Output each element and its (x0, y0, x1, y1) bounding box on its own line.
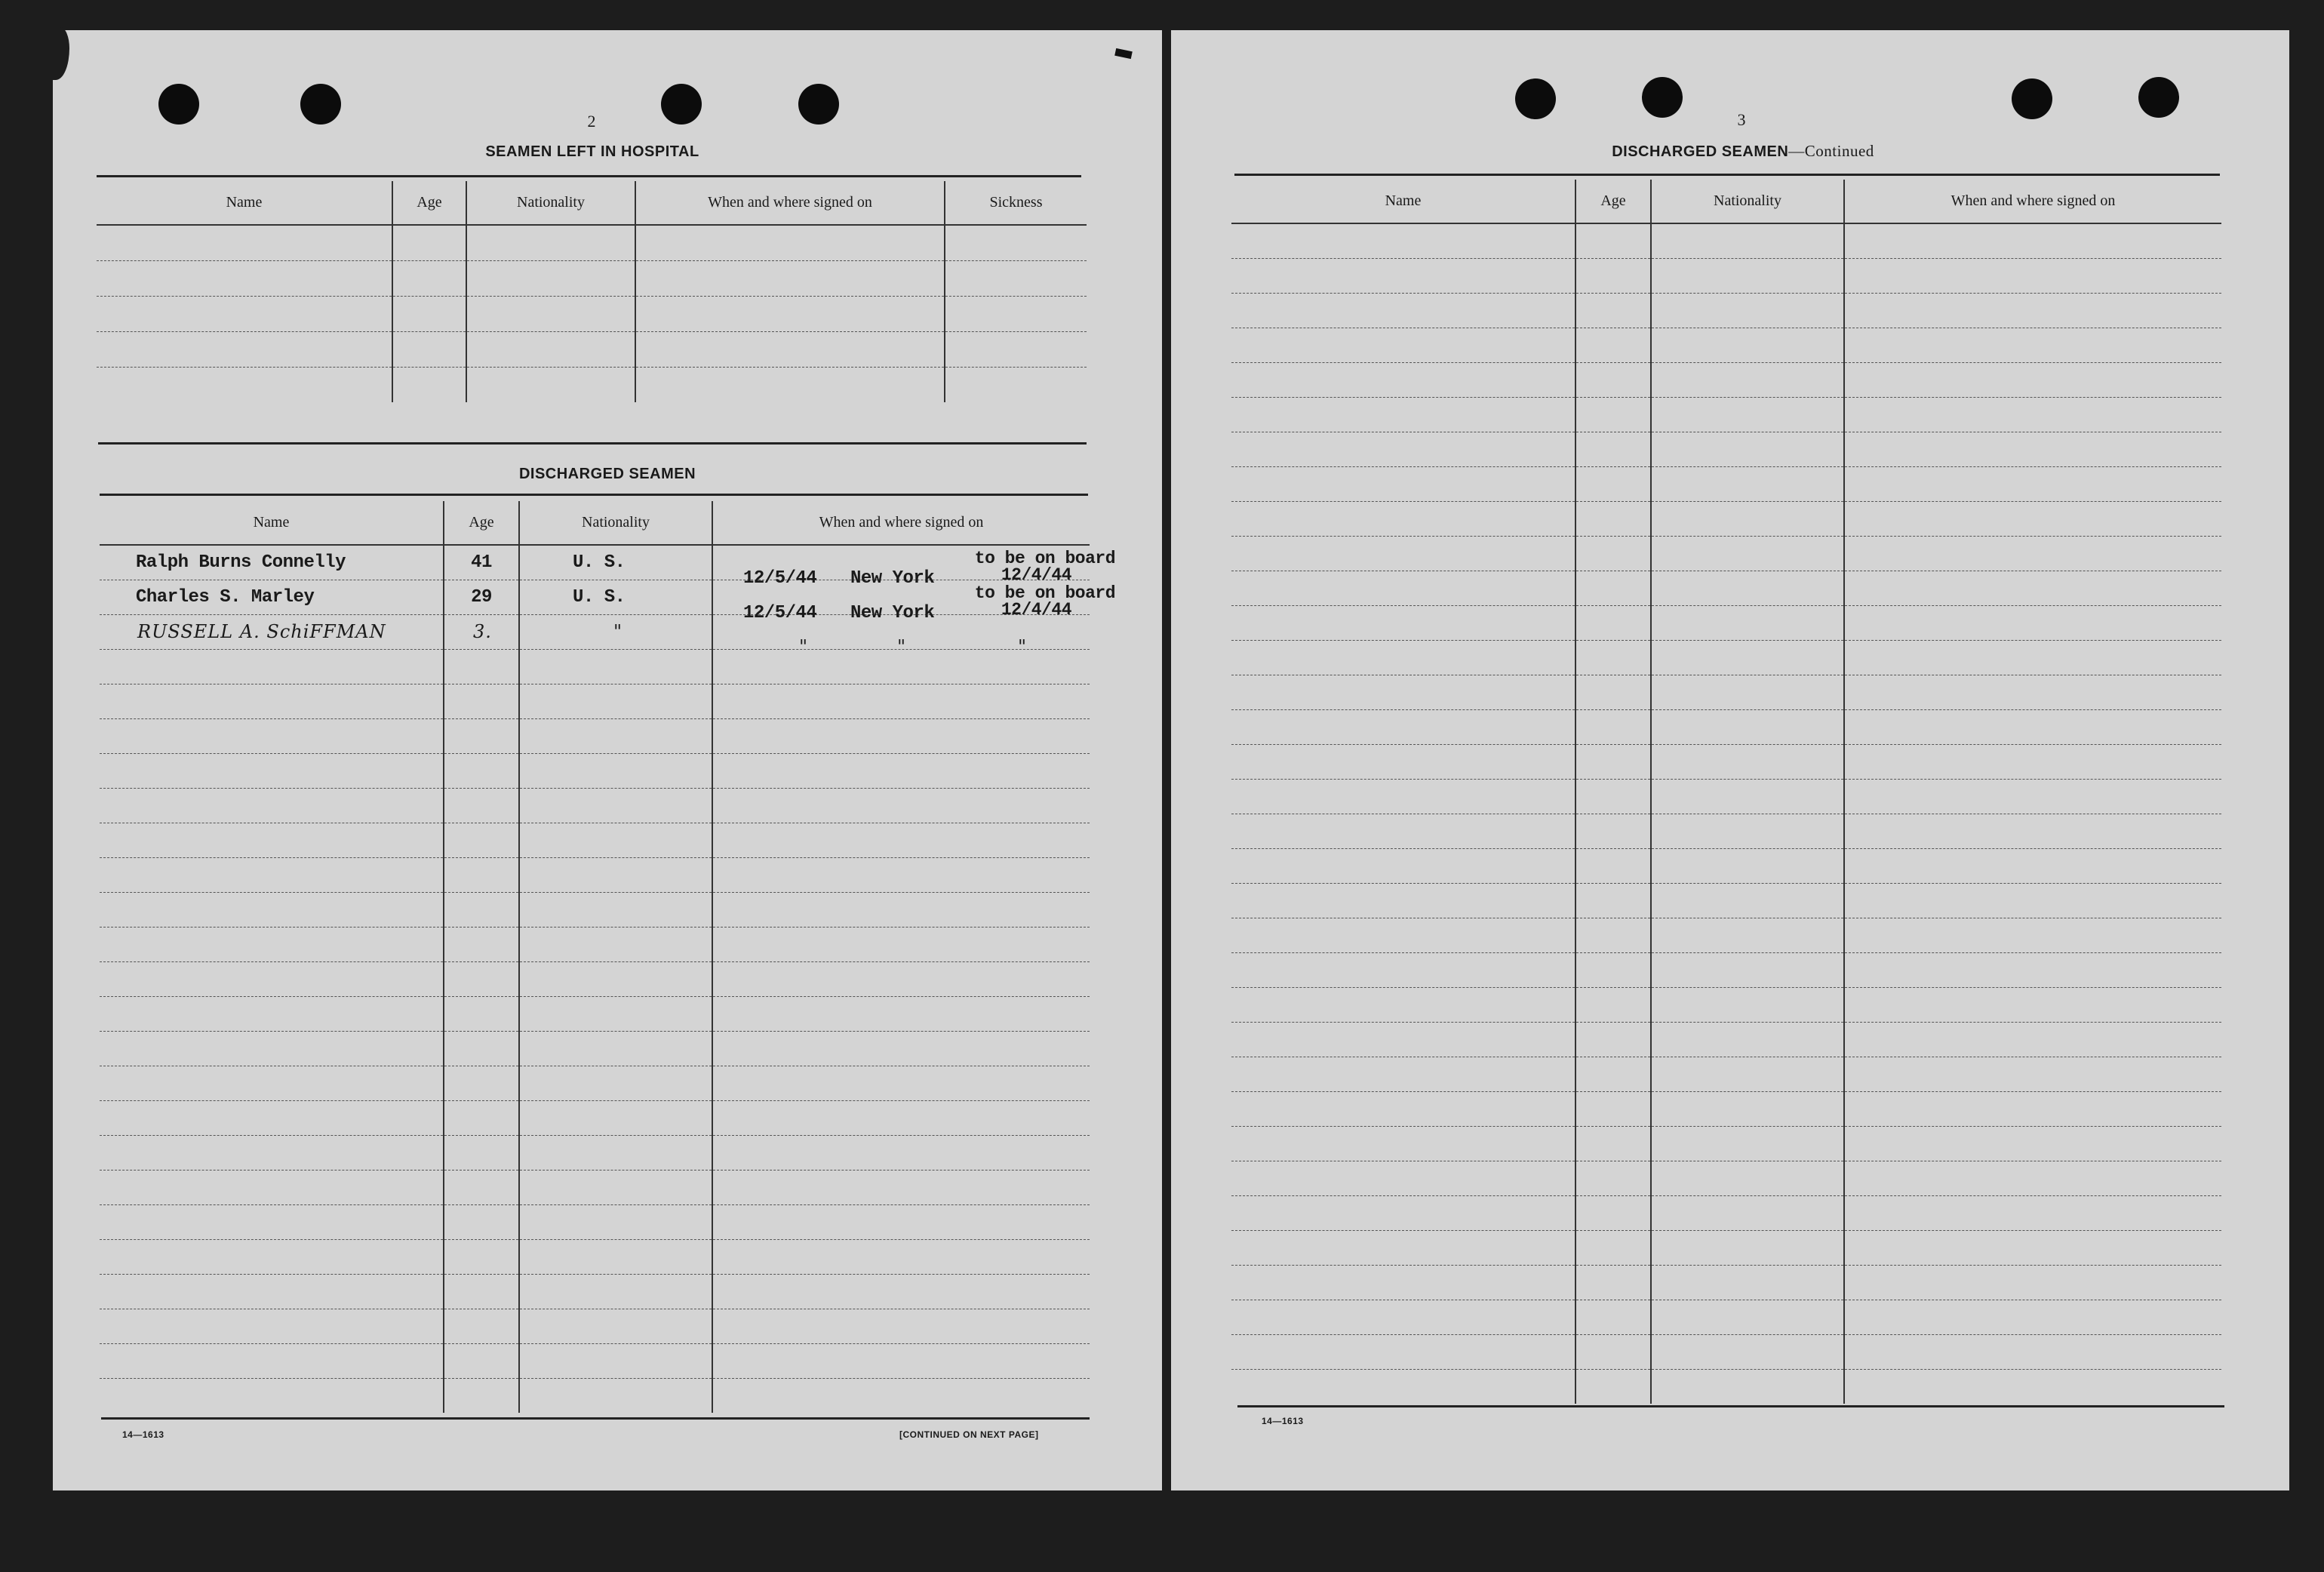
seaman-age: 41 (444, 545, 519, 580)
table-row (1231, 1300, 2221, 1334)
seaman-nationality: U. S. (519, 580, 712, 614)
table-row (1231, 1022, 2221, 1057)
continued-note: [CONTINUED ON NEXT PAGE] (899, 1429, 1039, 1440)
form-number: 14—1613 (122, 1429, 164, 1440)
discharged-table (100, 501, 1115, 1413)
table-row (100, 753, 1090, 788)
punch-hole (1642, 77, 1683, 118)
table-row (1231, 466, 2221, 501)
hospital-table (97, 181, 1087, 402)
board-note-date: " (1018, 636, 1028, 657)
punch-hole (661, 84, 702, 125)
table-row (100, 1170, 1090, 1204)
seaman-age: 29 (444, 580, 519, 614)
table-row (100, 961, 1090, 996)
table-row (1231, 605, 2221, 640)
table-row (100, 1066, 1090, 1100)
table-row (1231, 987, 2221, 1022)
table-row (100, 1100, 1090, 1135)
punch-hole (300, 84, 341, 125)
board-note (974, 549, 1115, 586)
table-row (100, 1274, 1090, 1309)
table-row (100, 1309, 1090, 1343)
table-row (97, 331, 1087, 367)
table-row (1231, 397, 2221, 432)
table-row (100, 649, 1090, 684)
punch-hole (1515, 78, 1556, 119)
seaman-nationality: U. S. (519, 545, 712, 580)
table-row (100, 1378, 1090, 1413)
table-row (97, 296, 1087, 331)
discharged-continued-table (1231, 180, 2221, 1404)
table-row (100, 1343, 1090, 1378)
signed-on-place: New York (850, 568, 935, 589)
table-row (1231, 952, 2221, 987)
board-note-date: 12/4/44 (1001, 600, 1071, 620)
table-row (1231, 848, 2221, 883)
rule (1237, 1405, 2224, 1407)
table-row (1231, 1369, 2221, 1404)
board-note-line: to be on board (974, 549, 1115, 569)
table-row (1231, 1334, 2221, 1369)
column-header-signed-on: When and where signed on (712, 501, 1090, 545)
column-header-name: Name (100, 501, 444, 545)
table-row (1231, 709, 2221, 744)
table-row (97, 367, 1087, 402)
punch-hole (798, 84, 839, 125)
table-row (97, 260, 1087, 296)
column-header-signed-on: When and where signed on (1844, 180, 2221, 223)
table-row (1231, 293, 2221, 328)
rule (101, 1417, 1090, 1420)
column-header-age: Age (444, 501, 519, 545)
board-note (975, 585, 1115, 618)
table-row (100, 1135, 1090, 1170)
table-row (97, 225, 1087, 260)
table-row (100, 1239, 1090, 1274)
signed-on-date: 12/5/44 (743, 603, 817, 623)
punch-hole (2138, 77, 2179, 118)
column-header-sickness: Sickness (945, 181, 1087, 225)
table-row (1231, 1265, 2221, 1300)
table-row (100, 996, 1090, 1031)
table-row (1231, 744, 2221, 779)
seaman-age: 3. (444, 614, 519, 649)
seaman-signed-on (712, 545, 1115, 589)
table-row (1231, 258, 2221, 293)
table-row (1231, 883, 2221, 918)
table-row (1231, 1195, 2221, 1230)
column-header-name: Name (97, 181, 392, 225)
table-row (1231, 1126, 2221, 1161)
table-row (1231, 640, 2221, 675)
column-header-age: Age (1575, 180, 1651, 223)
table-row (100, 823, 1090, 857)
column-header-nationality: Nationality (466, 181, 635, 225)
table-row (1231, 1057, 2221, 1091)
table-row (1231, 675, 2221, 709)
table-row (100, 545, 1090, 580)
column-header-age: Age (392, 181, 466, 225)
table-row (1231, 432, 2221, 466)
rule (100, 494, 1088, 496)
table-row (1231, 536, 2221, 571)
page-number: 3 (1737, 110, 1746, 129)
table-row (100, 857, 1090, 892)
signed-on-date: " (799, 636, 809, 657)
table-row (1231, 779, 2221, 814)
column-header-nationality: Nationality (519, 501, 712, 545)
punch-hole (158, 84, 199, 125)
table-row (100, 788, 1090, 823)
table-row (100, 684, 1090, 718)
rule (98, 442, 1087, 445)
table-row (1231, 223, 2221, 258)
table-row (100, 718, 1090, 753)
discharged-continued-heading (1539, 142, 1947, 161)
table-row (1231, 918, 2221, 952)
signed-on-date: 12/5/44 (743, 568, 817, 589)
column-header-signed-on: When and where signed on (635, 181, 945, 225)
form-number: 14—1613 (1262, 1416, 1304, 1426)
table-row (1231, 571, 2221, 605)
table-row (1231, 1230, 2221, 1265)
table-row (1231, 1161, 2221, 1195)
signed-on-place: " (897, 636, 907, 657)
punch-hole (2012, 78, 2052, 119)
hospital-heading: SEAMEN LEFT IN HOSPITAL (485, 143, 699, 160)
heading-continued: —Continued (1788, 142, 1874, 160)
board-note-date: 12/4/44 (1001, 565, 1071, 586)
table-row (100, 614, 1090, 649)
seaman-nationality: " (519, 614, 712, 649)
seaman-name: Charles S. Marley (100, 580, 444, 614)
seaman-name: RUSSELL A. SchiFFMAN (100, 614, 444, 649)
column-header-name: Name (1231, 180, 1575, 223)
table-row (100, 580, 1090, 614)
page-number: 2 (587, 112, 596, 131)
board-note-line: to be on board (974, 583, 1115, 603)
table-row (100, 1031, 1090, 1066)
table-row (100, 1204, 1090, 1239)
rule (97, 175, 1081, 177)
table-row (1231, 362, 2221, 397)
table-row (1231, 328, 2221, 362)
column-header-nationality: Nationality (1651, 180, 1844, 223)
table-row (100, 892, 1090, 927)
seaman-name: Ralph Burns Connelly (100, 545, 444, 580)
heading-main: DISCHARGED SEAMEN (1612, 143, 1789, 160)
table-row (1231, 1091, 2221, 1126)
table-row (1231, 814, 2221, 848)
table-row (1231, 501, 2221, 536)
table-row (100, 927, 1090, 961)
signed-on-place: New York (850, 603, 935, 623)
discharged-heading: DISCHARGED SEAMEN (518, 466, 696, 482)
rule (1234, 174, 2220, 176)
